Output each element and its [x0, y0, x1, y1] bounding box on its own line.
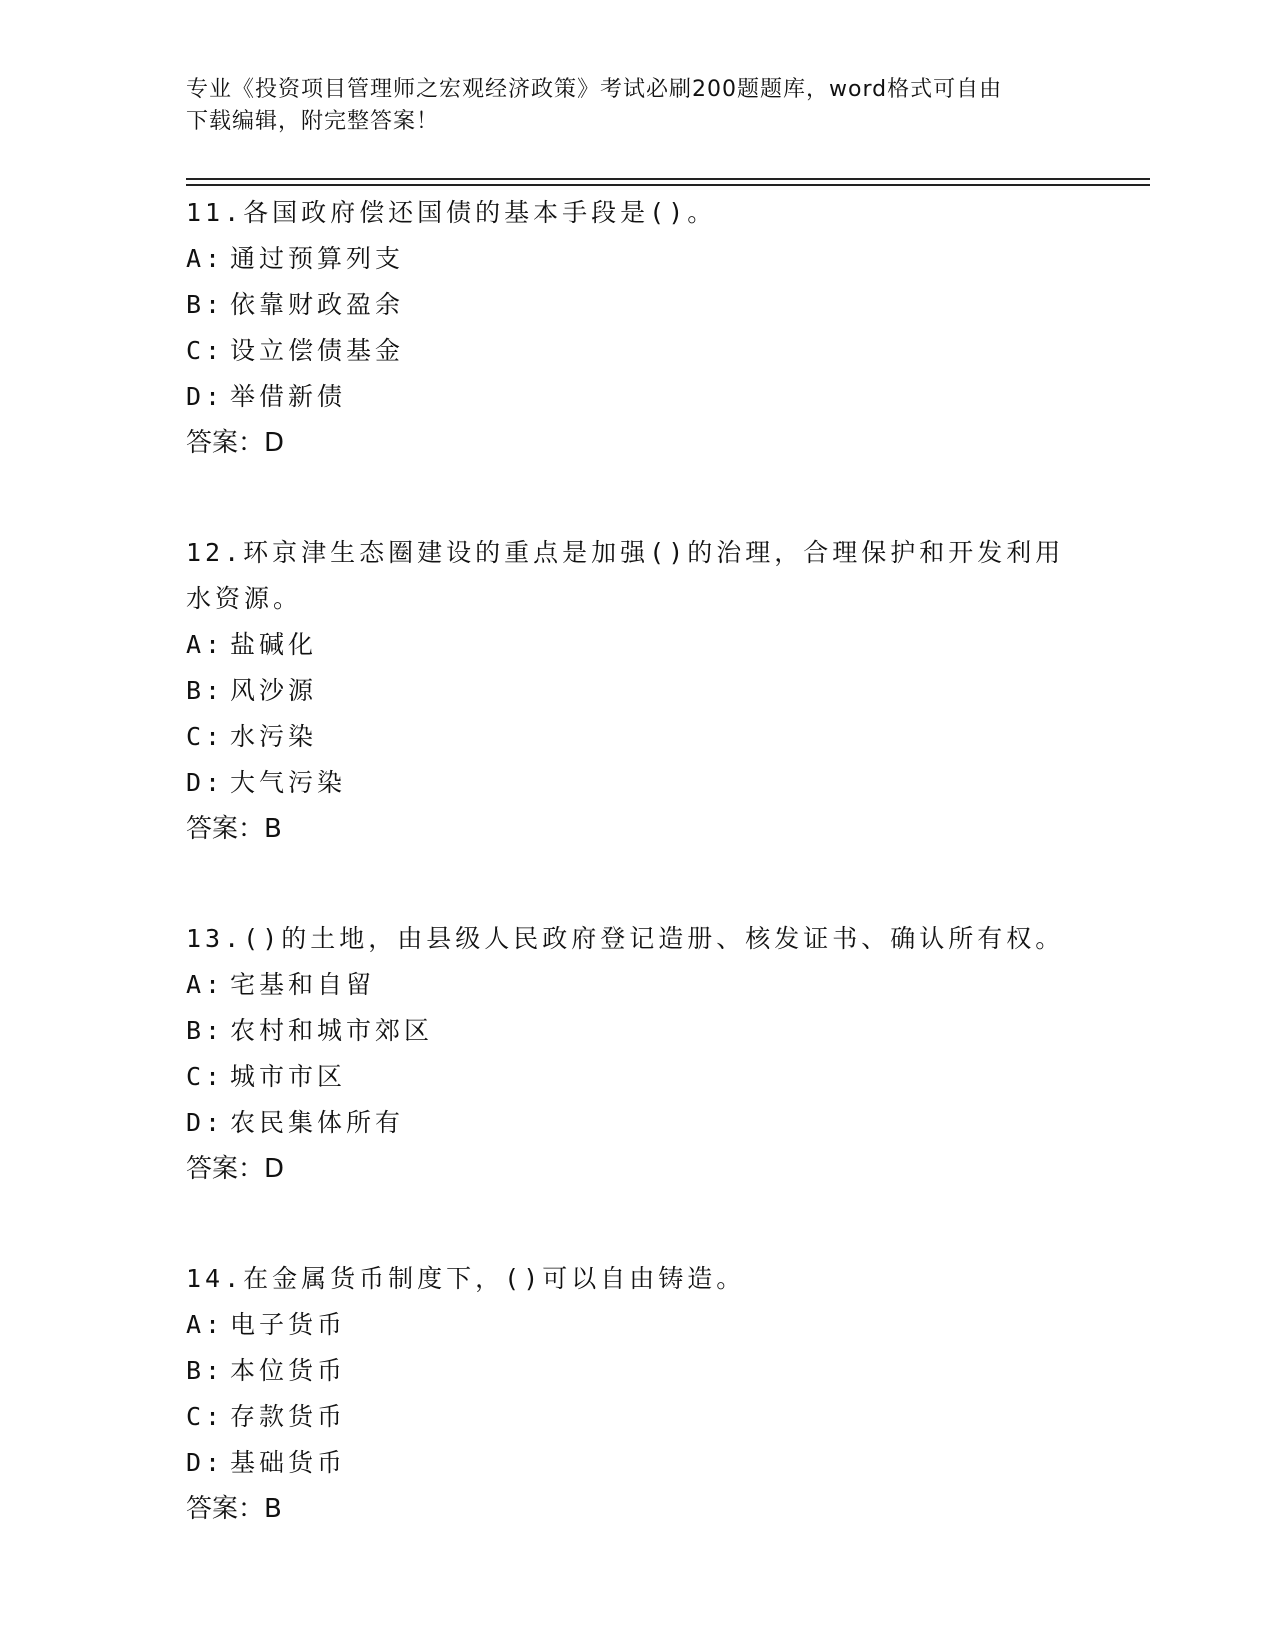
option-b	[186, 668, 1086, 714]
option-letter: A:	[186, 970, 225, 999]
option-letter: B:	[186, 1016, 225, 1045]
option-text: 存款货币	[230, 1402, 347, 1431]
answer-label: 答案：B	[186, 814, 282, 844]
header-line-2: 下载编辑，附完整答案！	[186, 109, 440, 134]
option-letter: B:	[186, 1356, 225, 1385]
option-text: 举借新债	[230, 382, 347, 411]
option-b	[186, 1348, 1086, 1394]
option-letter: A:	[186, 630, 225, 659]
option-text: 设立偿债基金	[230, 336, 405, 365]
option-c	[186, 714, 1086, 760]
option-letter: A:	[186, 1310, 225, 1339]
option-letter: D:	[186, 1108, 225, 1137]
option-text: 农村和城市郊区	[230, 1016, 434, 1045]
option-letter: B:	[186, 676, 225, 705]
option-letter: C:	[186, 1062, 225, 1091]
option-letter: C:	[186, 336, 225, 365]
option-letter: C:	[186, 1402, 225, 1431]
option-text: 大气污染	[230, 768, 347, 797]
option-text: 本位货币	[230, 1356, 347, 1385]
question-13	[186, 916, 1086, 1192]
answer-label: 答案：D	[186, 428, 285, 458]
question-stem: 13.()的土地，由县级人民政府登记造册、核发证书、确认所有权。	[186, 924, 1065, 953]
option-d	[186, 1440, 1086, 1486]
option-c	[186, 1394, 1086, 1440]
option-letter: D:	[186, 382, 225, 411]
question-11	[186, 190, 1086, 466]
option-b	[186, 1008, 1086, 1054]
option-a	[186, 1302, 1086, 1348]
option-d	[186, 1100, 1086, 1146]
answer-label: 答案：B	[186, 1494, 282, 1524]
option-letter: C:	[186, 722, 225, 751]
option-a	[186, 962, 1086, 1008]
question-stem: 14.在金属货币制度下，()可以自由铸造。	[186, 1264, 746, 1293]
question-list	[186, 190, 1086, 1596]
answer-label: 答案：D	[186, 1154, 285, 1184]
option-text: 依靠财政盈余	[230, 290, 405, 319]
option-text: 基础货币	[230, 1448, 347, 1477]
option-text: 通过预算列支	[230, 244, 405, 273]
question-14	[186, 1256, 1086, 1532]
option-text: 水污染	[230, 722, 318, 751]
option-c	[186, 328, 1086, 374]
question-12	[186, 530, 1086, 852]
option-text: 宅基和自留	[230, 970, 376, 999]
option-letter: B:	[186, 290, 225, 319]
document-header	[186, 74, 1086, 138]
header-line-1: 专业《投资项目管理师之宏观经济政策》考试必刷200题题库，word格式可自由	[186, 77, 1003, 102]
option-text: 电子货币	[230, 1310, 347, 1339]
option-c	[186, 1054, 1086, 1100]
option-text: 农民集体所有	[230, 1108, 405, 1137]
header-divider-top	[186, 178, 1150, 180]
option-d	[186, 760, 1086, 806]
option-text: 盐碱化	[230, 630, 318, 659]
option-d	[186, 374, 1086, 420]
option-letter: D:	[186, 1448, 225, 1477]
header-divider-bottom	[186, 184, 1150, 186]
option-text: 风沙源	[230, 676, 318, 705]
question-stem: 12.环京津生态圈建设的重点是加强()的治理，合理保护和开发利用水资源。	[186, 538, 1065, 613]
option-letter: D:	[186, 768, 225, 797]
option-letter: A:	[186, 244, 225, 273]
option-a	[186, 236, 1086, 282]
option-text: 城市市区	[230, 1062, 347, 1091]
option-b	[186, 282, 1086, 328]
option-a	[186, 622, 1086, 668]
question-stem: 11.各国政府偿还国债的基本手段是()。	[186, 198, 717, 227]
